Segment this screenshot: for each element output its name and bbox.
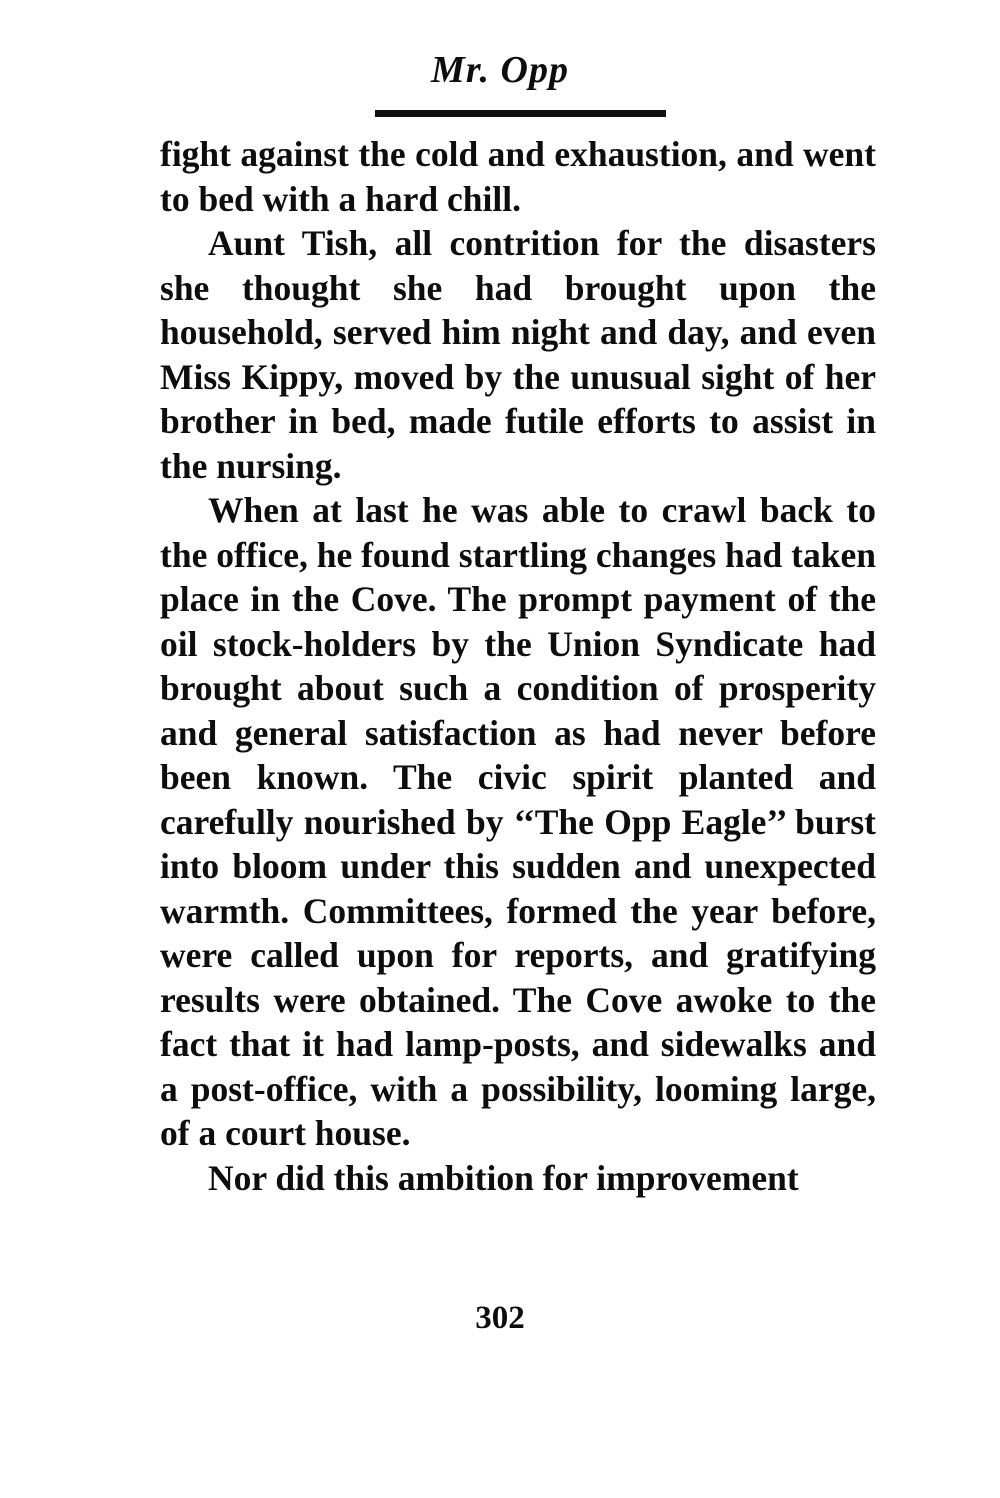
paragraph: When at last he was able to crawl back to the office, he found startling changes had taken place in the Cove. The prompt payment of the oil stock-holders by the Union Syndicate had brought about such a condition of prosperity and general satisfaction as had never before been known. The civic spirit planted and carefully nourished by ‘‘The Opp Eagle’’ burst into bloom under this sudden and unexpected warmth. Committees, formed the year before, were called upon for reports, and gratifying results were obtained. The Cove awoke to the fact that it had lamp-posts, and sidewalks and a post-office, with a possibility, looming large, of a court house.: [160, 490, 876, 1153]
paragraph-continued: fight against the cold and exhaustion, and went to bed with a hard chill.: [160, 134, 876, 219]
paragraph: Aunt Tish, all contrition for the disasters she thought she had brought upon the household, served him night and day, and even Miss Kippy, moved by the unusual sight of her brother in bed, made futile efforts to assist in the nursing.: [160, 223, 876, 486]
header-rule: [375, 110, 666, 117]
page-body: [160, 132, 876, 1200]
running-head: Mr. Opp: [431, 49, 569, 91]
page-number: 302: [475, 1300, 525, 1336]
paragraph-last: Nor did this ambition for improvement: [208, 1157, 799, 1198]
